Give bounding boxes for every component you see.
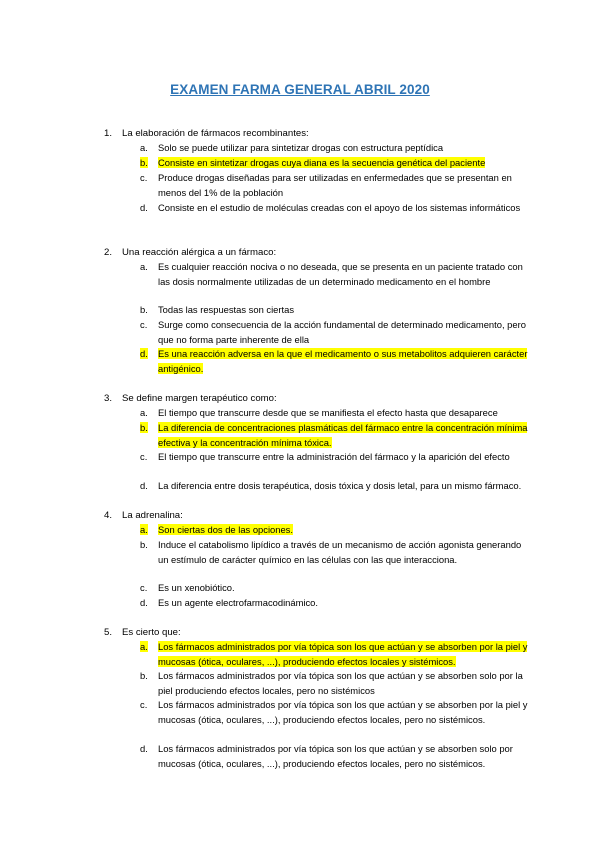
option-letter: c. <box>140 319 148 330</box>
option-letter: d. <box>140 597 148 608</box>
option-text <box>158 421 530 450</box>
option-text <box>158 406 530 421</box>
question-stem <box>104 508 183 523</box>
option-text-content: Todas las respuestas son ciertas <box>158 304 295 315</box>
question-text: Es cierto que: <box>122 627 181 638</box>
question-stem <box>104 391 277 406</box>
option-text <box>158 479 530 494</box>
question-stem <box>104 625 181 640</box>
option-text-content: Induce el catabolismo lipídico a través de un mecanismo de acción agonista generando un estímulo de carácter químico en las células con las que interacciona. <box>158 539 522 565</box>
option-text <box>158 171 530 200</box>
option-letter <box>140 156 156 171</box>
option-text-content: El tiempo que transcurre desde que se manifiesta el efecto hasta que desaparece <box>158 407 498 418</box>
option-letter-highlight: d. <box>140 348 148 359</box>
option-text <box>158 260 530 289</box>
option-letter <box>140 421 156 436</box>
question-number: 3. <box>104 393 113 404</box>
option-text-content: Los fármacos administrados por vía tópica son los que actúan y se absorben solo por mucosas (ótica, oculares, ...), produciendo efectos locales, pero no sistémicos. <box>158 743 513 769</box>
question-number: 2. <box>104 247 113 258</box>
option-text-content: Produce drogas diseñadas para ser utilizadas en enfermedades que se presentan en menos del 1% de la población <box>158 172 512 198</box>
option-letter: c. <box>140 172 148 183</box>
question-text: Se define margen terapéutico como: <box>122 393 277 404</box>
option-text-content: Los fármacos administrados por vía tópica son los que actúan y se absorben solo por la piel produciendo efectos locales, pero no sistémicos <box>158 670 523 696</box>
question-stem <box>104 245 276 260</box>
option-text <box>158 523 530 538</box>
highlighted-answer: Consiste en sintetizar drogas cuya diana es la secuencia genética del paciente <box>158 157 486 168</box>
option-text <box>158 596 530 611</box>
option-text <box>158 742 530 771</box>
question-number: 1. <box>104 128 113 139</box>
option-letter <box>140 640 156 655</box>
option-text-content: Es cualquier reacción nociva o no deseada, que se presenta en un paciente tratado con las dosis normalmente utilizadas de un determinado medicamento en el hombre <box>158 261 523 287</box>
option-text-content: Consiste en el estudio de moléculas creadas con el apoyo de los sistemas informáticos <box>158 202 521 213</box>
option-text <box>158 318 530 347</box>
option-text-content: Es un agente electrofarmacodinámico. <box>158 597 318 608</box>
option-letter: b. <box>140 539 148 550</box>
option-text <box>158 141 530 156</box>
option-letter <box>140 347 156 362</box>
option-text <box>158 538 530 567</box>
option-text <box>158 669 530 698</box>
option-letter: d. <box>140 743 148 754</box>
option-text <box>158 156 530 171</box>
option-letter: c. <box>140 699 148 710</box>
option-letter: a. <box>140 261 148 272</box>
question-text: La adrenalina: <box>122 510 183 521</box>
option-text-content: Es un xenobiótico. <box>158 582 235 593</box>
option-text-content: Surge como consecuencia de la acción fundamental de determinado medicamento, pero que no forma parte inherente de ella <box>158 319 526 345</box>
highlighted-answer: Son ciertas dos de las opciones. <box>158 524 293 535</box>
option-letter-highlight: a. <box>140 524 148 535</box>
highlighted-answer: Los fármacos administrados por vía tópica son los que actúan y se absorben por la piel y mucosas (ótica, oculares, ...), produciendo efectos locales y sistémicos. <box>158 641 528 667</box>
question-number: 4. <box>104 510 113 521</box>
question-text: Una reacción alérgica a un fármaco: <box>122 247 277 258</box>
option-letter-highlight: a. <box>140 641 148 652</box>
option-text <box>158 698 530 727</box>
option-text <box>158 581 530 596</box>
highlighted-answer: Es una reacción adversa en la que el medicamento o sus metabolitos adquieren carácter antigénico. <box>158 348 528 374</box>
option-text-content: El tiempo que transcurre entre la administración del fármaco y la aparición del efecto <box>158 451 510 462</box>
option-text-content: Solo se puede utilizar para sintetizar drogas con estructura peptídica <box>158 142 444 153</box>
option-letter: a. <box>140 142 148 153</box>
option-letter: b. <box>140 670 148 681</box>
option-letter-highlight: b. <box>140 422 148 433</box>
option-letter-highlight: b. <box>140 157 148 168</box>
option-text <box>158 450 530 465</box>
option-letter: b. <box>140 304 148 315</box>
option-text-content: Los fármacos administrados por vía tópica son los que actúan y se absorben por la piel y mucosas (ótica, oculares, ...), produciendo efectos locales, pero no sistémicos. <box>158 699 528 725</box>
option-text-content: La diferencia entre dosis terapéutica, dosis tóxica y dosis letal, para un mismo fármaco. <box>158 480 522 491</box>
option-text <box>158 303 530 318</box>
option-text <box>158 640 530 669</box>
option-letter: d. <box>140 480 148 491</box>
highlighted-answer: La diferencia de concentraciones plasmáticas del fármaco entre la concentración mínima efectiva y la concentración mínima tóxica. <box>158 422 528 448</box>
option-text <box>158 347 530 376</box>
document-title: EXAMEN FARMA GENERAL ABRIL 2020 <box>170 82 430 97</box>
option-letter: c. <box>140 582 148 593</box>
option-text <box>158 201 530 216</box>
question-number: 5. <box>104 627 113 638</box>
question-text: La elaboración de fármacos recombinantes: <box>122 128 309 139</box>
option-letter: d. <box>140 202 148 213</box>
option-letter <box>140 523 156 538</box>
question-stem <box>104 126 309 141</box>
option-letter: a. <box>140 407 148 418</box>
option-letter: c. <box>140 451 148 462</box>
